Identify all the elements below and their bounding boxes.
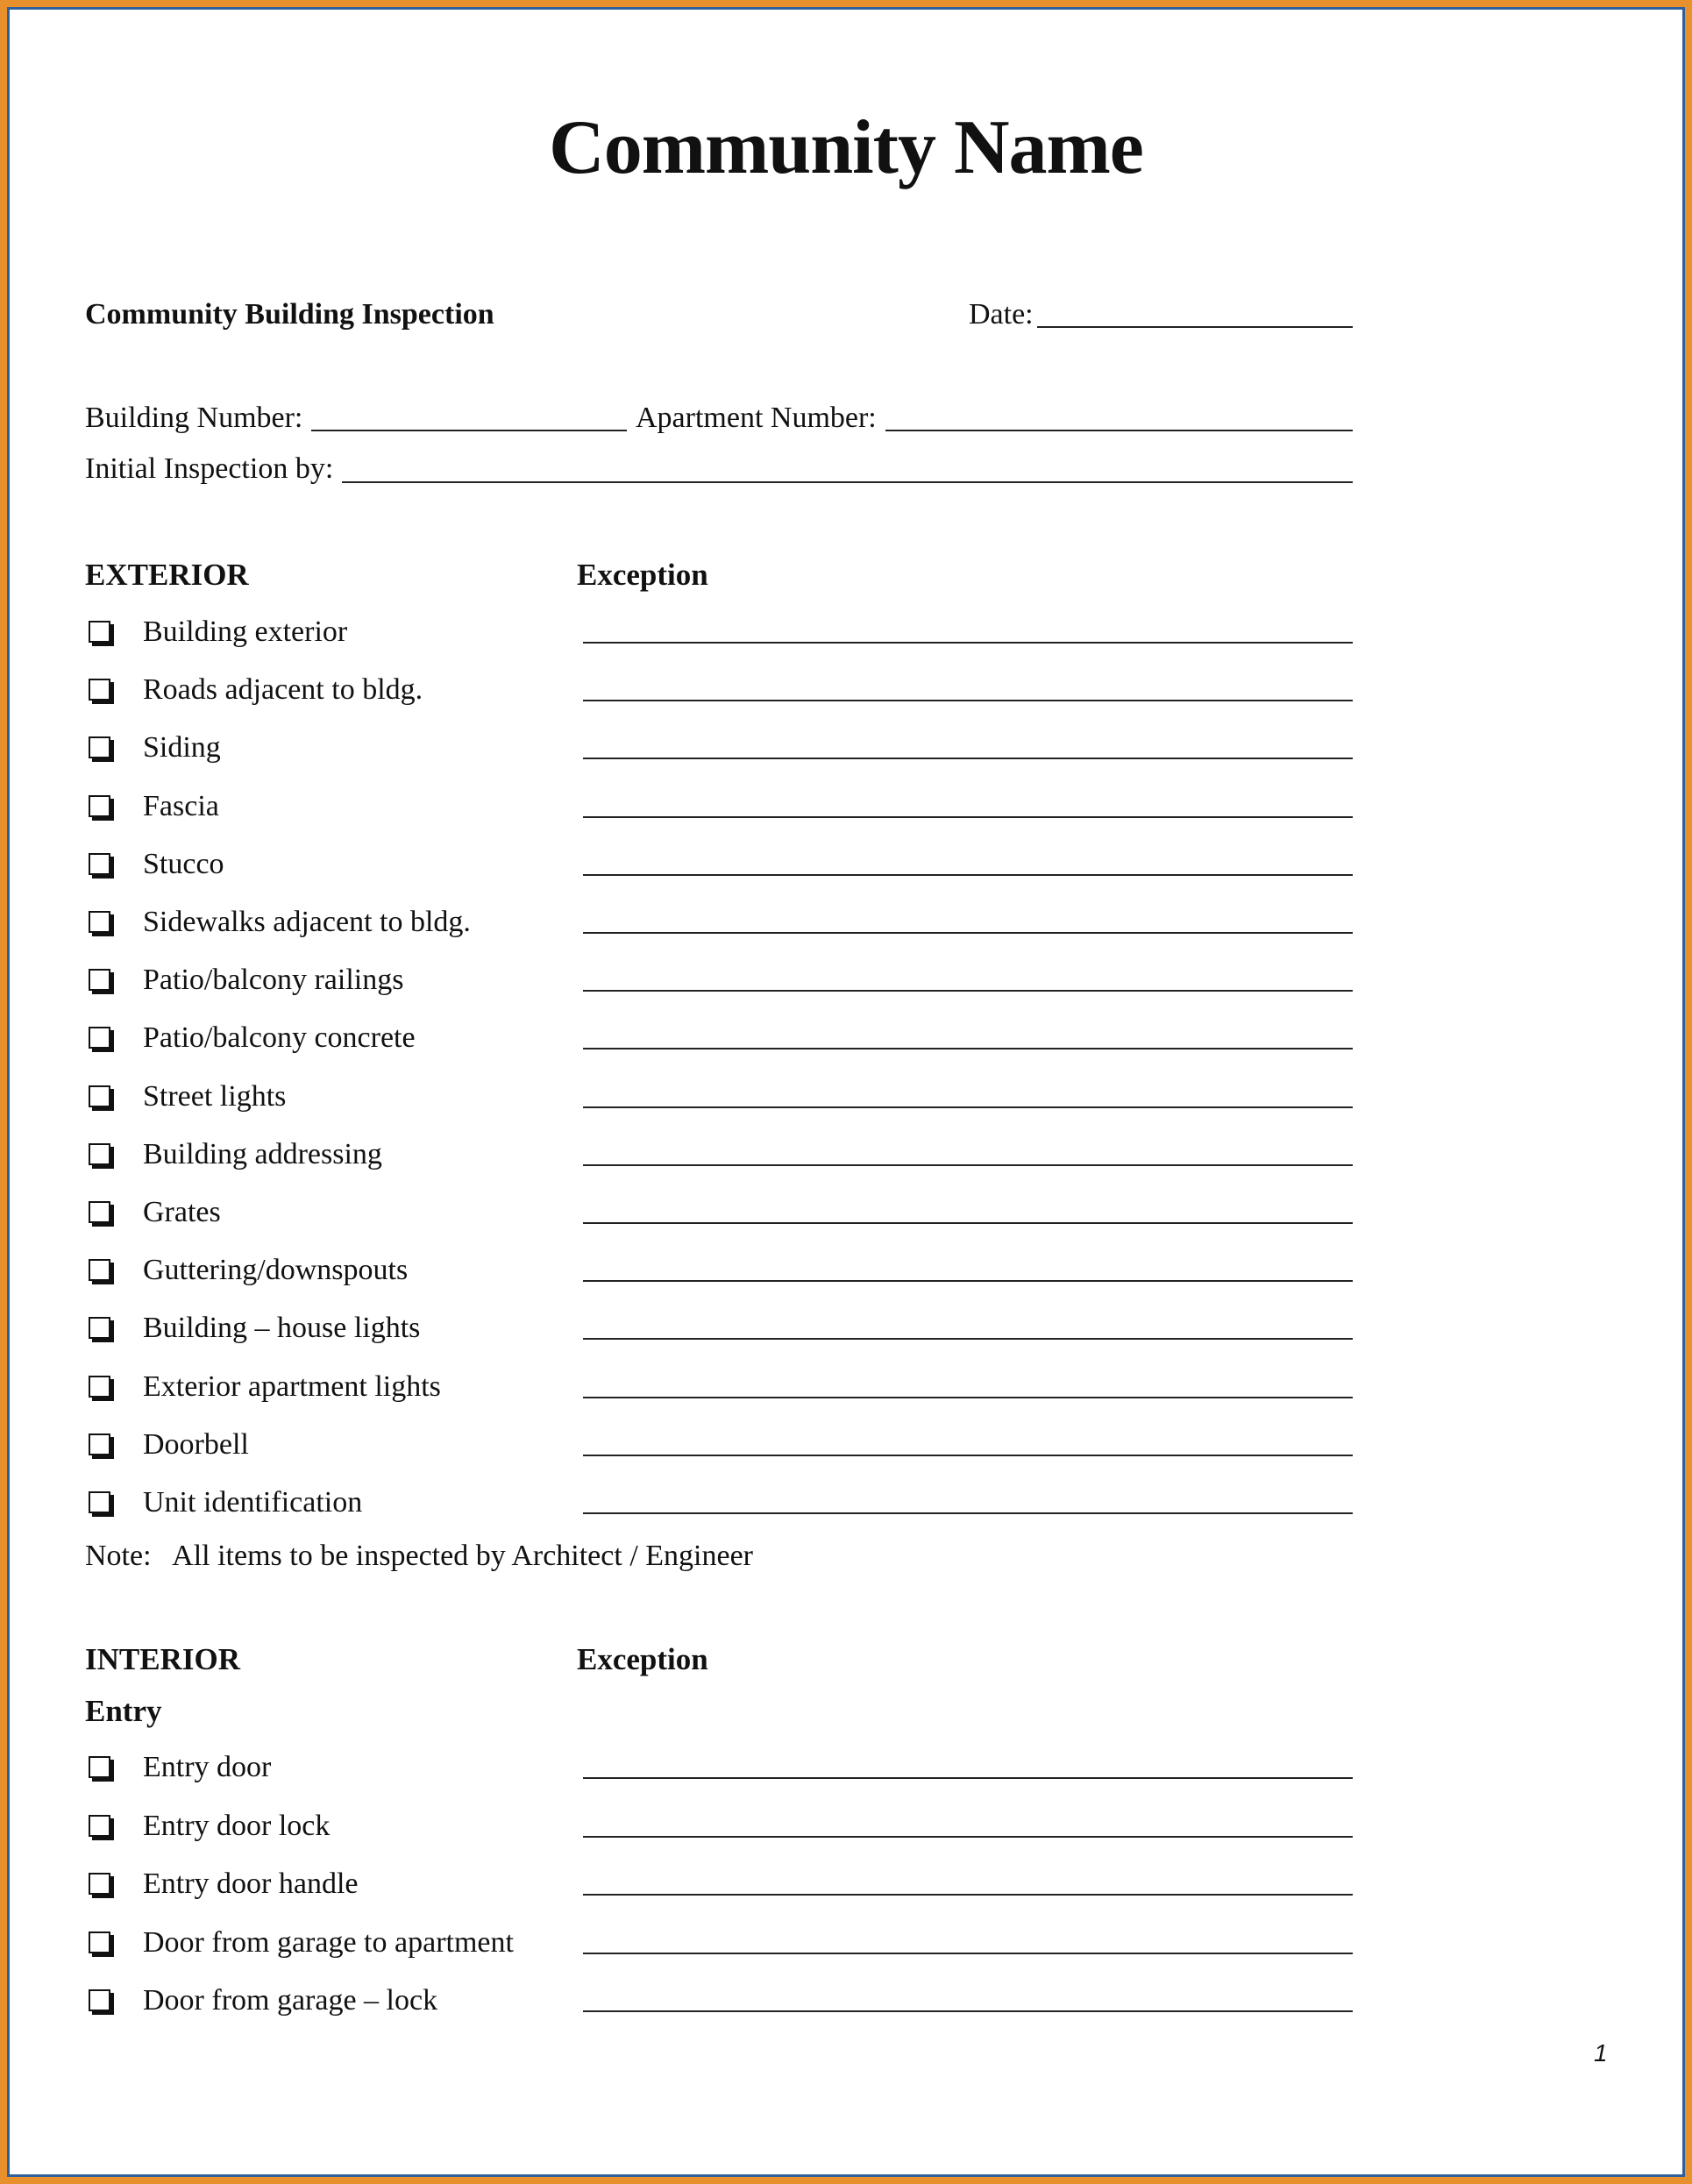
checklist-item-label: Entry door handle [143, 1867, 359, 1900]
checkbox[interactable] [89, 1756, 110, 1778]
checkbox[interactable] [89, 1815, 110, 1837]
checklist-item-label: Grates [143, 1196, 221, 1228]
checkbox[interactable] [89, 1201, 110, 1223]
exception-field[interactable] [583, 1164, 1353, 1166]
exception-field[interactable] [583, 1222, 1353, 1224]
exception-field[interactable] [583, 1048, 1353, 1049]
exception-field[interactable] [583, 1455, 1353, 1456]
checkbox[interactable] [89, 1989, 110, 2011]
checklist-item-label: Door from garage – lock [143, 1984, 438, 2017]
page-title: Community Name [549, 105, 1143, 190]
exception-field[interactable] [583, 758, 1353, 759]
exception-field[interactable] [583, 1836, 1353, 1838]
checklist-item-label: Entry door lock [143, 1809, 331, 1842]
checkbox[interactable] [89, 1931, 110, 1953]
checklist-item-label: Siding [143, 731, 221, 765]
exception-field[interactable] [583, 700, 1353, 701]
date-field[interactable] [1037, 326, 1353, 328]
checkbox[interactable] [89, 911, 110, 933]
interior-heading: INTERIOR [85, 1642, 240, 1676]
checkbox[interactable] [89, 1259, 110, 1281]
checkbox[interactable] [89, 1317, 110, 1339]
checklist-item-label: Doorbell [143, 1427, 249, 1461]
form-subtitle: Community Building Inspection [85, 298, 494, 331]
initial-inspection-field[interactable] [342, 481, 1353, 483]
page-number: 1 [1594, 2039, 1608, 2067]
checklist-item-label: Fascia [143, 789, 219, 822]
checklist-item-label: Stucco [143, 847, 224, 880]
checklist-item-label: Building exterior [143, 615, 348, 648]
exception-field[interactable] [583, 1397, 1353, 1398]
checkbox[interactable] [89, 621, 110, 643]
apartment-number-field[interactable] [885, 430, 1353, 431]
exterior-heading: EXTERIOR [85, 558, 249, 592]
exception-field[interactable] [583, 1512, 1353, 1514]
exterior-note: Note: All items to be inspected by Architect / Engineer [85, 1540, 753, 1572]
interior-exception-heading: Exception [577, 1642, 708, 1676]
checklist-item-label: Entry door [143, 1751, 272, 1783]
checkbox[interactable] [89, 1085, 110, 1107]
date-label: Date: [969, 298, 1034, 331]
checkbox[interactable] [89, 679, 110, 701]
checklist-item-label: Unit identification [143, 1486, 363, 1519]
checklist-item-label: Roads adjacent to bldg. [143, 673, 423, 707]
checklist-item-label: Guttering/downspouts [143, 1254, 409, 1287]
exterior-exception-heading: Exception [577, 558, 708, 592]
building-number-field[interactable] [311, 430, 627, 431]
checkbox[interactable] [89, 969, 110, 991]
initial-inspection-label: Initial Inspection by: [85, 452, 334, 485]
building-number-label: Building Number: [85, 402, 303, 434]
checkbox[interactable] [89, 736, 110, 758]
checklist-item-label: Sidewalks adjacent to bldg. [143, 906, 471, 938]
exception-field[interactable] [583, 932, 1353, 934]
exception-field[interactable] [583, 816, 1353, 818]
exception-field[interactable] [583, 874, 1353, 876]
interior-entry-subheading: Entry [85, 1694, 162, 1728]
checkbox[interactable] [89, 853, 110, 875]
checklist-item-label: Patio/balcony concrete [143, 1021, 416, 1055]
exception-field[interactable] [583, 642, 1353, 644]
exception-field[interactable] [583, 2010, 1353, 2012]
apartment-number-label: Apartment Number: [636, 402, 877, 434]
checklist-item-label: Patio/balcony railings [143, 964, 404, 997]
exception-field[interactable] [583, 1953, 1353, 1954]
checklist-item-label: Exterior apartment lights [143, 1369, 441, 1403]
checkbox[interactable] [89, 795, 110, 817]
checkbox[interactable] [89, 1491, 110, 1513]
exception-field[interactable] [583, 990, 1353, 992]
checkbox[interactable] [89, 1027, 110, 1049]
checkbox[interactable] [89, 1433, 110, 1455]
checklist-item-label: Street lights [143, 1079, 287, 1113]
exception-field[interactable] [583, 1106, 1353, 1108]
checklist-item-label: Door from garage to apartment [143, 1925, 514, 1959]
checkbox[interactable] [89, 1376, 110, 1398]
exception-field[interactable] [583, 1894, 1353, 1896]
checklist-item-label: Building addressing [143, 1137, 382, 1170]
exception-field[interactable] [583, 1777, 1353, 1779]
exception-field[interactable] [583, 1338, 1353, 1340]
checklist-item-label: Building – house lights [143, 1312, 421, 1345]
exception-field[interactable] [583, 1280, 1353, 1282]
checkbox[interactable] [89, 1143, 110, 1165]
checkbox[interactable] [89, 1873, 110, 1895]
